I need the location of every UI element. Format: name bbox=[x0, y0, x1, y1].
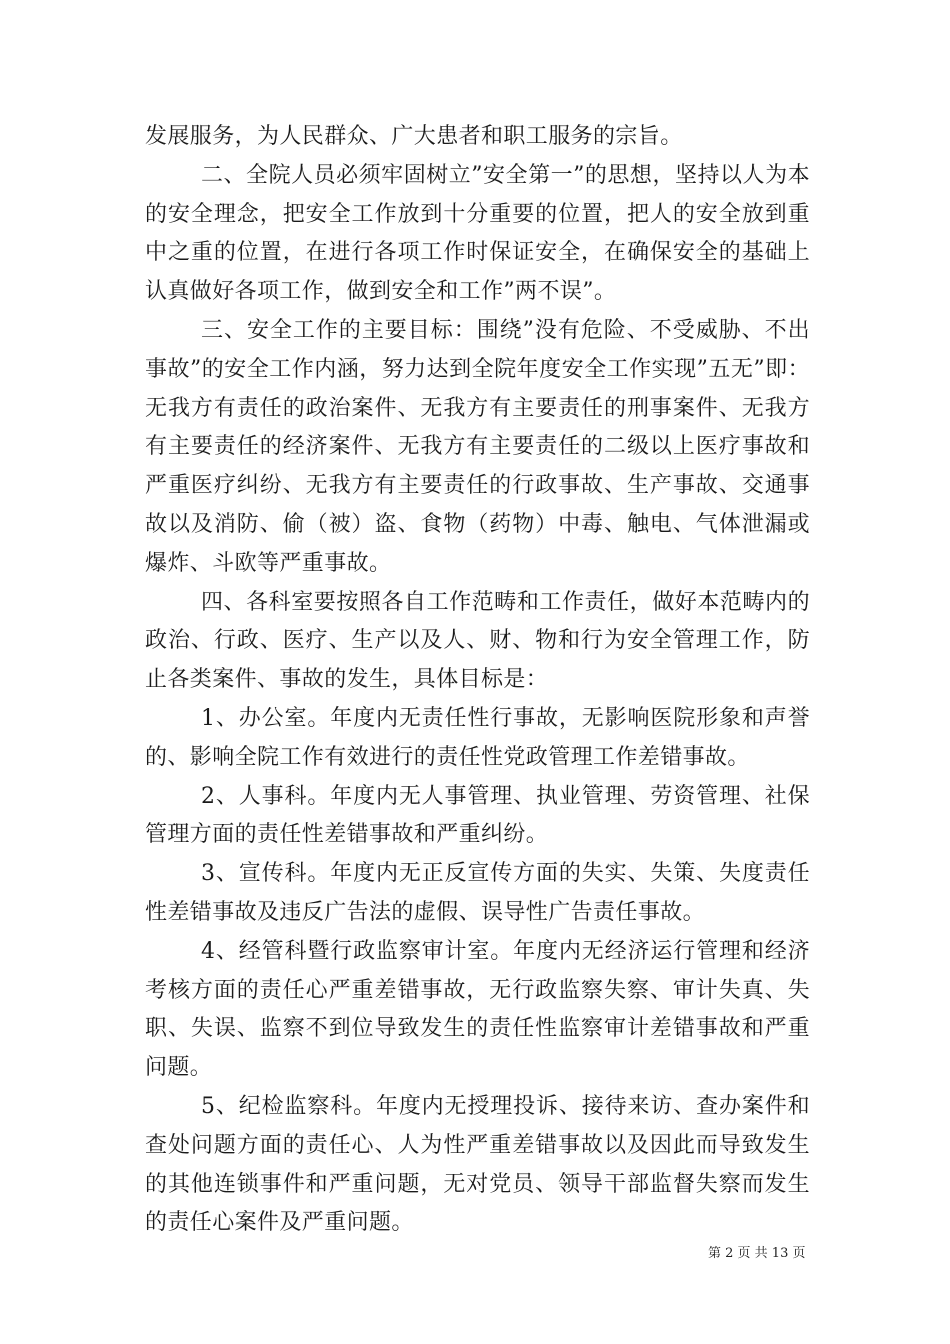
paragraph-continuation: 发展服务，为人民群众、广大患者和职工服务的宗旨。 bbox=[145, 124, 683, 149]
paragraph-item-discipline: 5、纪检监察科。年度内无授理投诉、接待来访、查办案件和查处问题方面的责任心、人为性严重差错事故以及因此而导致发生的其他连锁事件和严重问题，无对党员、领导干部监督失察而发生的责任心案件及严重问题。 bbox=[145, 1093, 810, 1236]
paragraph-section-2: 二、全院人员必须牢固树立”安全第一”的思想，坚持以人为本的安全理念，把安全工作放到十分重要的位置，把人的安全放到重中之重的位置，在进行各项工作时保证安全，在确保安全的基础上认真做好各项工作，做到安全和工作”两不误”。 bbox=[145, 162, 810, 305]
paragraph-item-personnel: 2、人事科。年度内无人事管理、执业管理、劳资管理、社保管理方面的责任性差错事故和严重纠纷。 bbox=[145, 783, 810, 848]
paragraph-item-office: 1、办公室。年度内无责任性行事故，无影响医院形象和声誉的、影响全院工作有效进行的责任性党政管理工作差错事故。 bbox=[145, 705, 810, 770]
page-number: 第 2 页 共 13 页 bbox=[708, 1246, 806, 1261]
paragraph-section-4: 四、各科室要按照各自工作范畴和工作责任，做好本范畴内的政治、行政、医疗、生产以及人、财、物和行为安全管理工作，防止各类案件、事故的发生，具体目标是： bbox=[145, 589, 810, 693]
document-body bbox=[145, 118, 810, 1243]
paragraph-item-publicity: 3、宣传科。年度内无正反宣传方面的失实、失策、失度责任性差错事故及违反广告法的虚假、误导性广告责任事故。 bbox=[145, 861, 810, 925]
paragraph-item-audit: 4、经管科暨行政监察审计室。年度内无经济运行管理和经济考核方面的责任心严重差错事故，无行政监察失察、审计失真、失职、失误、监察不到位导致发生的责任性监察审计差错事故和严重问题。 bbox=[145, 938, 810, 1081]
paragraph-section-3: 三、安全工作的主要目标：围绕”没有危险、不受威胁、不出事故”的安全工作内涵，努力达到全院年度安全工作实现”五无”即：无我方有责任的政治案件、无我方有主要责任的刑事案件、无我方有主要责任的经济案件、无我方有主要责任的二级以上医疗事故和严重医疗纠纷、无我方有主要责任的行政事故、生产事故、交通事故以及消防、偷（被）盗、食物（药物）中毒、触电、气体泄漏或爆炸、斗欧等严重事故。 bbox=[145, 317, 810, 576]
